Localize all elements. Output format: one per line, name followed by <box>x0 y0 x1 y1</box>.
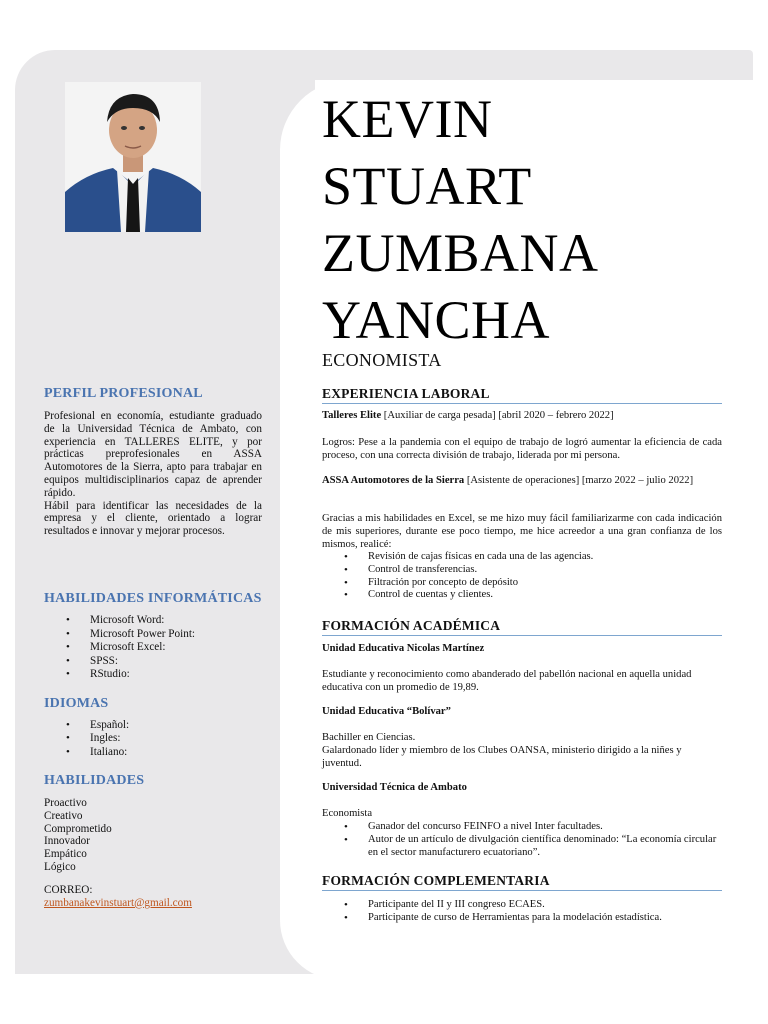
list-item: Lógico <box>44 860 76 873</box>
institution-2: Unidad Educativa “Bolívar” <box>322 706 451 717</box>
complementaria-heading: FORMACIÓN COMPLEMENTARIA <box>322 873 722 891</box>
formacion-heading: FORMACIÓN ACADÉMICA <box>322 618 722 636</box>
list-item: • SPSS: <box>44 655 262 669</box>
email-label: CORREO: <box>44 884 93 896</box>
name-line-2: STUART <box>322 156 532 216</box>
job-2-company: ASSA Automotores de la Sierra <box>322 475 465 486</box>
list-item: • Microsoft Excel: <box>44 641 262 655</box>
job-2-text: Gracias a mis habilidades en Excel, se me hizo muy fácil familiarizarme con cada indicación de mis superiores, durante ese poco tiempo, me hice acreedor a una gran confianza de los mismos, realicé: <box>322 513 722 550</box>
institution-3: Universidad Técnica de Ambato <box>322 782 467 793</box>
perfil-paragraph-1: Profesional en economía, estudiante graduado de la Universidad Técnica de Ambato, con experiencia en TALLERES ELITE, y por prácticas preprofesionales en ASSA Automotores de la Sierra, apto para trabajar en equipos multidisciplinarios capaz de aprender rápido. <box>44 410 262 499</box>
name-line-3: ZUMBANA <box>322 223 599 283</box>
institution-2-text <box>322 732 722 770</box>
job-2-tasks <box>322 551 722 602</box>
list-item: • Autor de un artículo de divulgación científica denominado: “La economía circular en el sector manufacturero ecuatoriano”. <box>322 834 722 860</box>
list-item: • Filtración por concepto de depósito <box>322 577 722 590</box>
skills-list <box>44 797 262 874</box>
perfil-heading: PERFIL PROFESIONAL <box>44 386 203 401</box>
institution-3-achievements <box>322 821 722 859</box>
institution-2-line-1: Bachiller en Ciencias. <box>322 732 416 743</box>
list-item: • Microsoft Word: <box>44 614 262 628</box>
list-item: • RStudio: <box>44 668 262 682</box>
software-list <box>44 614 262 682</box>
email-link[interactable]: zumbanakevinstuart@gmail.com <box>44 896 192 909</box>
idiomas-heading: IDIOMAS <box>44 696 109 711</box>
perfil-paragraph-2: Hábil para identificar las necesidades de la empresa y el cliente, orientado a lograr resultados e innovar y mejorar procesos. <box>44 499 262 538</box>
job-1-company: Talleres Elite <box>322 410 382 421</box>
complementaria-list <box>322 899 722 925</box>
list-item: • Participante del II y III congreso ECAES. <box>322 899 722 912</box>
list-item: Comprometido <box>44 822 112 835</box>
contact-block <box>44 884 262 910</box>
institution-3-degree: Economista <box>322 808 373 819</box>
profile-photo <box>65 82 201 232</box>
perfil-text <box>44 410 262 538</box>
list-item: • Italiano: <box>44 746 262 759</box>
languages-list <box>44 719 262 759</box>
list-item: • Ganador del concurso FEINFO a nivel Inter facultades. <box>322 821 722 834</box>
list-item: • Revisión de cajas físicas en cada una de las agencias. <box>322 551 722 564</box>
list-item: Empático <box>44 848 87 861</box>
institution-2-line-2: Galardonado líder y miembro de los Clubes OANSA, ministerio dirigido a la niñes y juventud. <box>322 744 682 769</box>
job-1-title <box>322 410 722 423</box>
job-title: ECONOMISTA <box>322 350 442 370</box>
list-item: • Control de transferencias. <box>322 564 722 577</box>
experiencia-heading: EXPERIENCIA LABORAL <box>322 386 722 404</box>
institution-1: Unidad Educativa Nicolas Martínez <box>322 643 485 654</box>
job-2-title <box>322 475 722 488</box>
list-item: • Control de cuentas y clientes. <box>322 589 722 602</box>
institution-1-text: Estudiante y reconocimiento como abanderado del pabellón nacional en aquella unidad educativa con un promedio de 19,89. <box>322 669 692 693</box>
list-item: • Español: <box>44 719 262 732</box>
habilidades-informaticas-heading: HABILIDADES INFORMÁTICAS <box>44 591 262 606</box>
habilidades-heading: HABILIDADES <box>44 773 145 788</box>
job-1-text: Logros: Pese a la pandemia con el equipo de trabajo de logró aumentar la eficiencia de cada proceso, con una correcta división de trabajo, liderada por mi persona. <box>322 437 722 461</box>
name-line-1: KEVIN <box>322 89 493 149</box>
candidate-name <box>322 86 752 354</box>
job-2-detail: [Asistente de operaciones] [marzo 2022 – julio 2022] <box>464 475 694 486</box>
list-item: Innovador <box>44 835 90 848</box>
list-item: • Participante de curso de Herramientas para la modelación estadística. <box>322 912 722 925</box>
list-item: • Ingles: <box>44 732 262 745</box>
list-item: Proactivo <box>44 797 87 809</box>
job-1-detail: [Auxiliar de carga pesada] [abril 2020 – febrero 2022] <box>381 410 614 421</box>
list-item: • Microsoft Power Point: <box>44 628 262 642</box>
list-item: Creativo <box>44 809 83 822</box>
name-line-4: YANCHA <box>322 290 551 350</box>
header-band <box>270 50 753 80</box>
